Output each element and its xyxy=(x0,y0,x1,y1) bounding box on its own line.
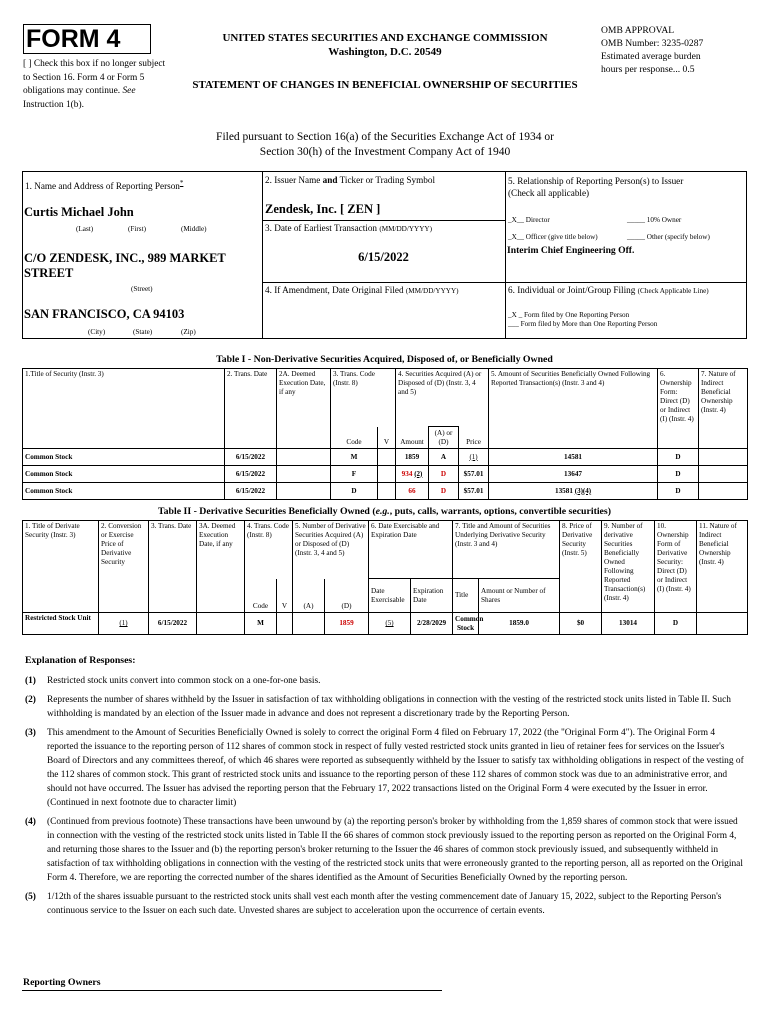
table-row xyxy=(23,483,748,500)
footnote-1: (1) Restricted stock units convert into common stock on a one-for-one basis. xyxy=(25,676,321,686)
t1-r1-nature xyxy=(699,466,748,483)
t1-r2-nature xyxy=(699,483,748,500)
see-text: See xyxy=(122,86,136,96)
t2-h10: 10. Ownership Form of Derivative Security: Direct (D) or Indirect (I) (Instr. 4) xyxy=(655,521,697,613)
t1-r0-amount: 1859 xyxy=(396,449,429,466)
t2-h9: 9. Number of derivative Securities Beneficially Owned Following Reported Transaction(s) (Instr. 4) xyxy=(602,521,655,613)
footnote-1-link-t2[interactable]: (1) xyxy=(119,619,128,627)
check-box-note xyxy=(23,58,173,112)
t1-r2-amount: 66 xyxy=(396,483,429,500)
t2-h7: 7. Title and Amount of Securities Underlying Derivative Security (Instr. 3 and 4) xyxy=(453,521,560,579)
t1-sub-code: Code xyxy=(331,427,378,449)
t1-r0-deemed xyxy=(277,449,331,466)
t2-h5: 5. Number of Derivative Securities Acquired (A) or Disposed of (D) (Instr. 3, 4 and 5) xyxy=(293,521,369,579)
footnote-5-link[interactable]: (5) xyxy=(385,619,394,627)
table1-title: Table I - Non-Derivative Securities Acquired, Disposed of, or Beneficially Owned xyxy=(216,354,553,365)
city-label: (City) xyxy=(88,328,106,336)
box3-label: 3. Date of Earliest Transaction (MM/DD/YYYY) xyxy=(265,223,433,233)
t1-r0-title: Common Stock xyxy=(23,449,225,466)
t1-r1-title: Common Stock xyxy=(23,466,225,483)
t2-h4: 4. Trans. Code (Instr. 8) xyxy=(245,521,293,579)
state-label: (State) xyxy=(133,328,153,336)
street-value: C/O ZENDESK, INC., 989 MARKET STREET xyxy=(24,251,226,280)
box6-label: 6. Individual or Joint/Group Filing (Check Applicable Line) xyxy=(508,285,709,295)
omb-number: OMB Number: 3235-0287 xyxy=(601,38,704,49)
t2-sub-d: (D) xyxy=(325,579,369,613)
asterisk-ref[interactable]: * xyxy=(179,179,184,187)
t1-r2-v xyxy=(378,483,396,500)
t2-r0-price: $0 xyxy=(560,613,602,635)
omb-burden: Estimated average burden xyxy=(601,51,701,62)
t1-r0-code: M xyxy=(331,449,378,466)
reporting-owners-rule xyxy=(22,990,442,991)
t1-h5: 5. Amount of Securities Beneficially Owned Following Reported Transaction(s) (Instr. 3 and 4) xyxy=(489,369,658,449)
t2-r0-owned: 13014 xyxy=(602,613,655,635)
t1-h2a: 2A. Deemed Execution Date, if any xyxy=(277,369,331,449)
omb-hours: hours per response... 0.5 xyxy=(601,64,695,75)
other-checkbox[interactable]: _____ Other (specify below) xyxy=(627,233,710,241)
t1-r2-owned: 13581 xyxy=(554,486,573,495)
t1-r0-v xyxy=(378,449,396,466)
statement-title: STATEMENT OF CHANGES IN BENEFICIAL OWNERSHIP OF SECURITIES xyxy=(192,79,578,91)
t2-sub-exp: Expiration Date xyxy=(411,579,453,613)
t2-h11: 11. Nature of Indirect Beneficial Ownership (Instr. 4) xyxy=(697,521,748,613)
t1-sub-price: Price xyxy=(459,427,489,449)
t2-h2: 2. Conversion or Exercise Price of Derivative Security xyxy=(99,521,149,613)
t2-r0-date-ex xyxy=(369,613,411,635)
t1-r0-form: D xyxy=(658,449,699,466)
officer-checkbox[interactable]: _X__ Officer (give title below) xyxy=(508,233,598,241)
t1-h2: 2. Trans. Date xyxy=(225,369,277,449)
box1-label: 1. Name and Address of Reporting Person* xyxy=(25,179,184,192)
box2-label: 2. Issuer Name and Ticker or Trading Symbol xyxy=(265,175,436,185)
reporting-person-name: Curtis Michael John xyxy=(24,205,134,219)
t2-r0-u-title: Common Stock xyxy=(453,613,479,635)
t2-r0-form: D xyxy=(655,613,697,635)
t1-r0-owned: 14581 xyxy=(489,449,658,466)
t1-r2-owned-cell xyxy=(489,483,658,500)
t2-sub-date-ex: Date Exercisable xyxy=(369,579,411,613)
t1-r0-aord: A xyxy=(429,449,459,466)
t1-r1-deemed xyxy=(277,466,331,483)
t1-r1-amount: 934 xyxy=(401,469,413,478)
footnote-1-link[interactable]: (1) xyxy=(469,452,478,461)
t2-r0-deemed xyxy=(197,613,245,635)
t1-r1-form: D xyxy=(658,466,699,483)
check-box-text[interactable]: [ ] Check this box if no longer subject to Section 16. Form 4 or Form 5 obligations may continue. xyxy=(23,59,166,96)
agency-city: Washington, D.C. 20549 xyxy=(328,46,442,58)
t1-r1-v xyxy=(378,466,396,483)
multi-person-filing[interactable]: ___ Form filed by More than One Reporting Person xyxy=(508,320,658,328)
t2-r0-code: M xyxy=(245,613,277,635)
t2-r0-conv xyxy=(99,613,149,635)
table2-title: Table II - Derivative Securities Beneficially Owned (e.g., puts, calls, warrants, options, convertible securities) xyxy=(158,506,611,517)
ten-pct-owner-checkbox[interactable]: _____ 10% Owner xyxy=(627,216,682,224)
street-label: (Street) xyxy=(131,285,153,293)
footnote-4: (4) (Continued from previous footnote) These transactions have been unwound by (a) the reporting person's broker by withholding from the 1,859 shares of common stock that were issued in connection with the vesting of the restricted stock units listed in Table II the 66 shares of common stock previously issued to the reporting person as reported on the Original Form 4, and returning those shares to the Issuer and (b) the reporting person's broker returning to the Issuer the 46 shares of common stock previously issued, and subsequently withheld in satisfaction of tax withholding obligations in connection with the vesting of the restricted stock units that were erroneously granted to the reporting person, all as reported on the Original Form 4. Therefore, we are reporting the corrected number of the shares identified as the Amount of Securities Beneficially Owned by the reporting person. xyxy=(25,817,743,883)
table1 xyxy=(22,368,748,500)
t2-h6: 6. Date Exercisable and Expiration Date xyxy=(369,521,453,579)
form-title: FORM 4 xyxy=(26,25,121,53)
t1-r0-date: 6/15/2022 xyxy=(225,449,277,466)
t1-r1-owned: 13647 xyxy=(489,466,658,483)
t1-r1-aord: D xyxy=(429,466,459,483)
t2-sub-title: Title xyxy=(453,579,479,613)
t1-r2-code: D xyxy=(331,483,378,500)
t2-sub-amount: Amount or Number of Shares xyxy=(479,579,560,613)
omb-approval: OMB APPROVAL xyxy=(601,25,675,36)
one-person-filing[interactable]: _X _ Form filed by One Reporting Person xyxy=(508,311,630,319)
filed-pursuant-line1: Filed pursuant to Section 16(a) of the Securities Exchange Act of 1934 or xyxy=(216,131,554,143)
t2-r0-nature xyxy=(697,613,748,635)
t1-h6: 6. Ownership Form: Direct (D) or Indirect (I) (Instr. 4) xyxy=(658,369,699,449)
t2-h8: 8. Price of Derivative Security (Instr. 5) xyxy=(560,521,602,613)
footnote-2: (2) Represents the number of shares withheld by the Issuer in satisfaction of tax withholding obligations in connection with the vesting of the restricted stock units listed in Table II. Such withholding is mandated by an election of the Issuer made in advance and does not represent a discretionary trade by the Reporting Person. xyxy=(25,695,731,719)
t1-r0-price xyxy=(459,449,489,466)
first-label: (First) xyxy=(128,225,146,233)
explanation-heading: Explanation of Responses: xyxy=(25,655,136,666)
t1-r2-price: $57.01 xyxy=(459,483,489,500)
explanation-section xyxy=(25,654,747,923)
table-row xyxy=(23,613,748,635)
table-row xyxy=(23,449,748,466)
t1-sub-aord: (A) or (D) xyxy=(429,427,459,449)
reporting-owners-heading: Reporting Owners xyxy=(23,977,101,988)
t1-r0-nature xyxy=(699,449,748,466)
form-title-box xyxy=(23,24,151,54)
city-value: SAN FRANCISCO, CA 94103 xyxy=(24,307,185,321)
issuer-name: Zendesk, Inc. [ ZEN ] xyxy=(265,202,381,216)
t1-r1-code: F xyxy=(331,466,378,483)
t2-h3a: 3A. Deemed Execution Date, if any xyxy=(197,521,245,613)
t1-h4: 4. Securities Acquired (A) or Disposed of (D) (Instr. 3, 4 and 5) xyxy=(396,369,489,427)
t1-h1: 1.Title of Security (Instr. 3) xyxy=(23,369,225,449)
table-row xyxy=(23,466,748,483)
t2-r0-d: 1859 xyxy=(325,613,369,635)
t1-r1-price: $57.01 xyxy=(459,466,489,483)
t2-sub-a: (A) xyxy=(293,579,325,613)
t1-r2-date: 6/15/2022 xyxy=(225,483,277,500)
t2-h3: 3. Trans. Date xyxy=(149,521,197,613)
middle-label: (Middle) xyxy=(181,225,207,233)
footnote-3: (3) This amendment to the Amount of Securities Beneficially Owned is solely to correct the original Form 4 filed on February 17, 2022 (the "Original Form 4"). The Original Form 4 reported the issuance to the reporting person of 112 shares of common stock in respect of fully vested restricted stock units granted in lieu of retainer fees for services on the Issuer's Board of Directors and any committees thereof, of which 46 shares were reported as subsequently withheld by the Issuer to satisfy tax withholding obligations in respect of the vesting of the 112 shares of common stock. This grant of restricted stock units and issuance to the reporting person of these 112 shares of common stock was due to an administrative error, and should not have occurred. The Issuer has advised the reporting person that the February 17, 2022 transactions listed on the Original Form 4 were executed by the Issuer in error. (Continued in next footnote due to character limit) xyxy=(25,728,744,808)
t1-r2-form: D xyxy=(658,483,699,500)
t1-h7: 7. Nature of Indirect Beneficial Ownership (Instr. 4) xyxy=(699,369,748,449)
zip-label: (Zip) xyxy=(181,328,196,336)
table2 xyxy=(22,520,748,635)
t2-sub-v: V xyxy=(277,579,293,613)
t1-h3: 3. Trans. Code (Instr. 8) xyxy=(331,369,396,427)
t2-r0-v xyxy=(277,613,293,635)
omb-box xyxy=(601,24,761,76)
t1-sub-v: V xyxy=(378,427,396,449)
t1-r2-deemed xyxy=(277,483,331,500)
t1-sub-amount: Amount xyxy=(396,427,429,449)
footnote-2-link[interactable]: (2) xyxy=(414,469,423,478)
director-checkbox[interactable]: _X__ Director xyxy=(508,216,550,224)
t2-r0-title: Restricted Stock Unit xyxy=(23,613,99,635)
t1-r1-date: 6/15/2022 xyxy=(225,466,277,483)
t2-r0-u-amount: 1859.0 xyxy=(479,613,560,635)
t2-r0-exp: 2/28/2029 xyxy=(411,613,453,635)
box5-label: 5. Relationship of Reporting Person(s) to Issuer (Check all applicable) xyxy=(508,176,684,198)
t2-r0-a xyxy=(293,613,325,635)
officer-title: Interim Chief Engineering Off. xyxy=(507,245,635,256)
filed-pursuant-line2: Section 30(h) of the Investment Company Act of 1940 xyxy=(259,146,511,158)
footnote-3-4-link[interactable]: (3)(4) xyxy=(574,486,592,495)
t1-r2-title: Common Stock xyxy=(23,483,225,500)
t1-r1-amount-cell xyxy=(396,466,429,483)
box4-label: 4. If Amendment, Date Original Filed (MM/DD/YYYY) xyxy=(265,285,459,295)
footnote-5: (5) 1/12th of the shares issuable pursuant to the restricted stock units shall vest each month after the vesting commencement date of January 15, 2022, subject to the Reporting Person's continuous service to the Issuer on each such date. Unvested shares are subject to acceleration upon the occurrence of certain events. xyxy=(25,892,722,916)
earliest-transaction-date: 6/15/2022 xyxy=(358,250,409,264)
t2-sub-code: Code xyxy=(245,579,277,613)
instruction-text: Instruction 1(b). xyxy=(23,99,84,110)
agency-name: UNITED STATES SECURITIES AND EXCHANGE COMMISSION xyxy=(222,32,548,44)
t1-r2-aord: D xyxy=(429,483,459,500)
last-label: (Last) xyxy=(76,225,94,233)
t2-r0-date: 6/15/2022 xyxy=(149,613,197,635)
t2-h1: 1. Title of Derivate Security (Instr. 3) xyxy=(23,521,99,613)
